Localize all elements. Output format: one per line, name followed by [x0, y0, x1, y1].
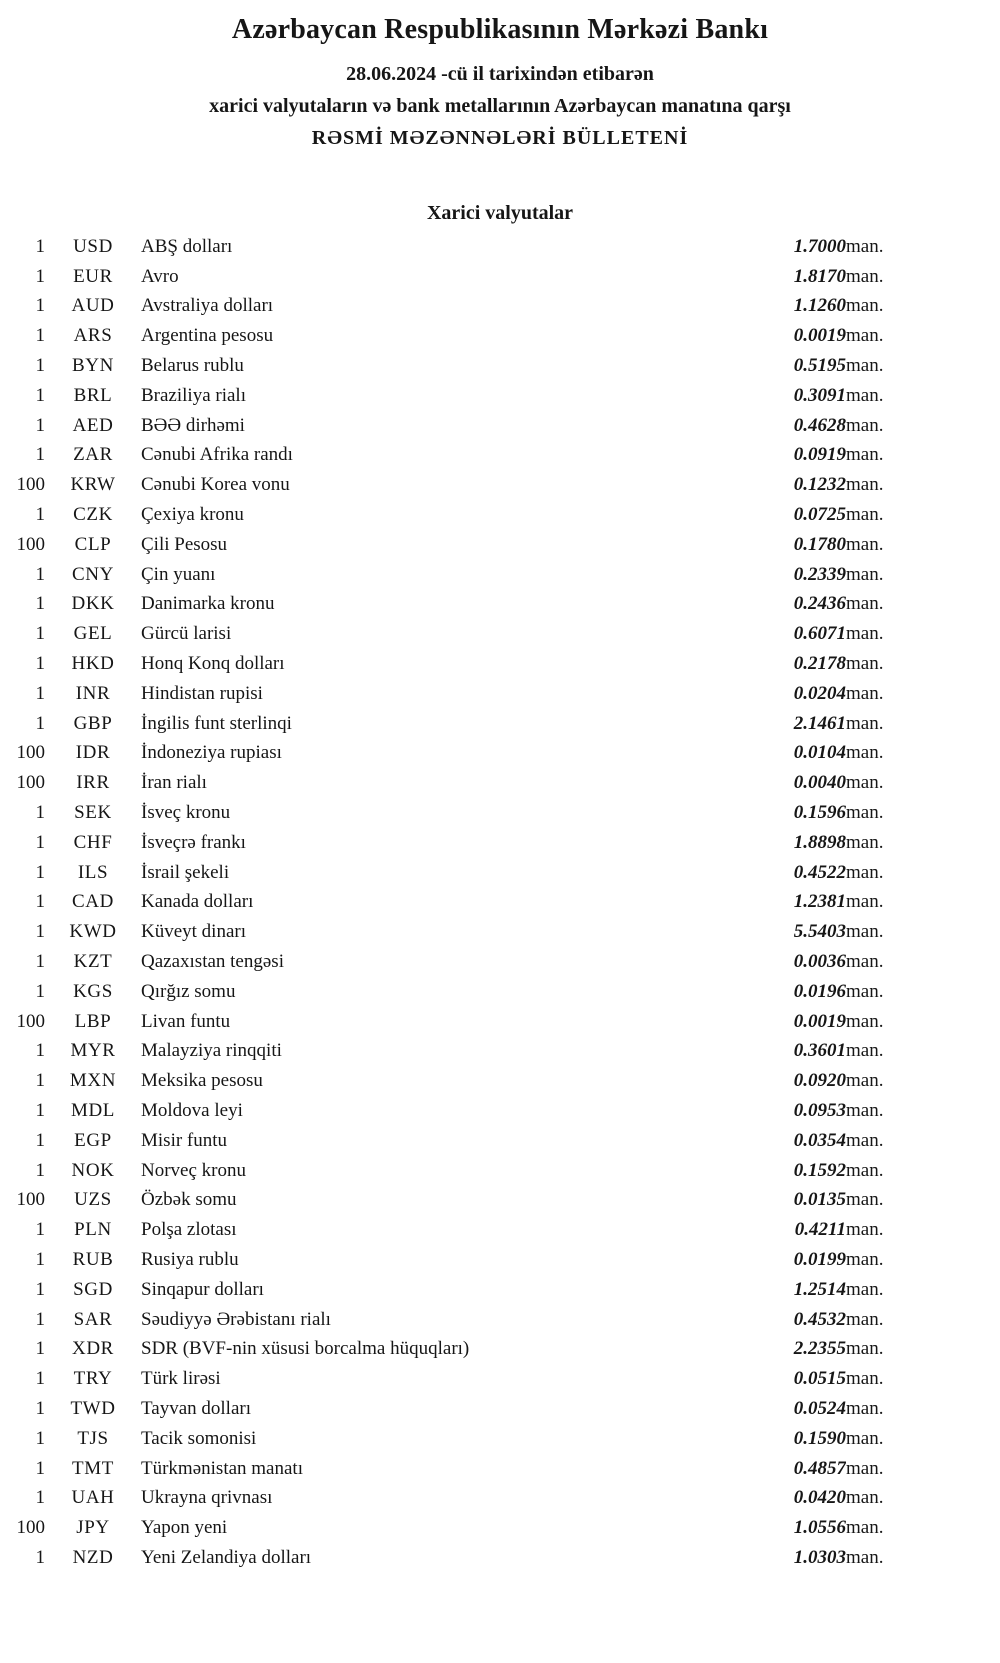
quantity: 100 [16, 1517, 45, 1539]
unit-label: man. [846, 1397, 884, 1419]
unit-label: man. [846, 474, 884, 496]
currency-name: Ukrayna qrivnası [141, 1487, 273, 1509]
currency-name: Argentina pesosu [141, 325, 274, 347]
rate-value: 0.4522 [793, 861, 846, 883]
quantity: 1 [35, 1159, 45, 1181]
unit-label: man. [846, 1219, 884, 1241]
rate-row [0, 768, 912, 798]
rate-value: 1.0556 [793, 1517, 846, 1539]
currency-name: ABŞ dolları [141, 235, 233, 257]
quantity: 100 [16, 1010, 45, 1032]
rate-value: 0.2436 [793, 593, 846, 615]
currency-name: Yapon yeni [141, 1517, 228, 1539]
rate-row [0, 1007, 912, 1037]
unit-label: man. [846, 1100, 884, 1121]
rate-row [0, 1066, 912, 1096]
rate-value: 0.3091 [793, 384, 846, 406]
currency-code: AED [72, 414, 114, 436]
unit-label: man. [846, 593, 884, 615]
currency-code: CAD [72, 891, 114, 913]
rate-row [0, 1364, 912, 1394]
currency-code: NOK [71, 1159, 115, 1181]
rate-value: 0.2339 [793, 563, 846, 585]
quantity: 1 [35, 325, 45, 347]
unit-label: man. [846, 682, 884, 704]
rate-value: 0.2178 [793, 653, 846, 675]
rate-row [0, 739, 912, 769]
rate-row [0, 321, 912, 351]
page-title: Azərbaycan Respublikasının Mərkəzi Bankı [231, 14, 769, 45]
rate-row [0, 947, 912, 977]
rate-value: 0.0019 [793, 1010, 846, 1032]
currency-code: CLP [74, 533, 112, 555]
rate-value: 2.1461 [793, 712, 846, 734]
currency-code: SGD [73, 1278, 113, 1300]
quantity: 1 [35, 444, 45, 466]
rate-value: 0.1780 [793, 533, 846, 555]
currency-name: İran rialı [141, 772, 207, 794]
unit-label: man. [846, 1546, 884, 1568]
unit-label: man. [846, 1159, 884, 1181]
quantity: 1 [35, 265, 45, 287]
quantity: 1 [35, 1457, 45, 1479]
rate-value: 0.6071 [793, 623, 846, 645]
currency-name: Qazaxıstan tengəsi [141, 951, 284, 973]
currency-code: ZAR [73, 444, 113, 466]
rate-row [0, 649, 912, 679]
rate-value: 0.0196 [793, 980, 846, 1002]
rate-value: 0.0515 [793, 1368, 846, 1390]
currency-name: İsrail şekeli [141, 861, 230, 883]
rate-value: 0.0953 [793, 1100, 846, 1121]
quantity: 1 [35, 355, 45, 377]
currency-name: İsveçrə frankı [141, 831, 246, 853]
currency-name: Qırğız somu [141, 980, 236, 1002]
rate-row [0, 1275, 912, 1305]
rate-row [0, 470, 912, 500]
unit-label: man. [846, 1457, 884, 1479]
rate-value: 1.1260 [793, 295, 846, 317]
quantity: 1 [35, 1368, 45, 1390]
quantity: 1 [35, 1338, 45, 1360]
currency-name: BƏƏ dirhəmi [141, 414, 245, 436]
currency-code: DKK [71, 593, 115, 615]
unit-label: man. [846, 712, 884, 734]
quantity: 1 [35, 1546, 45, 1568]
quantity: 1 [35, 1248, 45, 1270]
currency-code: EUR [73, 265, 113, 287]
unit-label: man. [846, 1278, 884, 1300]
unit-label: man. [846, 355, 884, 377]
currency-code: MXN [69, 1070, 117, 1092]
currency-name: Kanada dolları [141, 891, 254, 913]
rate-value: 0.0204 [793, 682, 846, 704]
unit-label: man. [846, 1338, 884, 1360]
currency-name: Sinqapur dolları [141, 1278, 264, 1300]
unit-label: man. [846, 831, 884, 853]
quantity: 1 [35, 712, 45, 734]
rate-row [0, 1096, 912, 1126]
unit-label: man. [846, 1248, 884, 1270]
unit-label: man. [846, 235, 884, 257]
quantity: 1 [35, 891, 45, 913]
quantity: 1 [35, 1487, 45, 1509]
section-title: Xarici valyutalar [426, 202, 574, 224]
currency-name: Türk lirəsi [141, 1368, 221, 1390]
rate-row [0, 709, 912, 739]
currency-code: SAR [73, 1308, 113, 1330]
currency-name: Cənubi Afrika randı [141, 444, 293, 466]
rate-value: 0.0354 [793, 1129, 846, 1151]
currency-name: Küveyt dinarı [141, 921, 247, 943]
rate-value: 0.0036 [793, 951, 846, 973]
rate-value: 0.0135 [793, 1189, 846, 1211]
unit-label: man. [846, 1308, 884, 1330]
currency-code: KZT [73, 951, 113, 973]
currency-name: İndoneziya rupiası [141, 742, 282, 764]
unit-label: man. [846, 563, 884, 585]
currency-code: TMT [72, 1457, 114, 1479]
unit-label: man. [846, 1040, 884, 1062]
currency-name: Tayvan dolları [141, 1397, 251, 1419]
rate-value: 2.2355 [793, 1338, 846, 1360]
quantity: 1 [35, 295, 45, 317]
currency-code: SEK [74, 802, 112, 824]
rate-row [0, 1483, 912, 1513]
unit-label: man. [846, 861, 884, 883]
quantity: 1 [35, 1427, 45, 1449]
rate-row [0, 560, 912, 590]
rate-value: 0.1596 [793, 802, 846, 824]
quantity: 1 [35, 235, 45, 257]
rate-row [0, 500, 912, 530]
quantity: 1 [35, 831, 45, 853]
unit-label: man. [846, 742, 884, 764]
currency-name: Avstraliya dolları [141, 295, 274, 317]
bulletin-title: RƏSMİ MƏZƏNNƏLƏRİ BÜLLETENİ [311, 127, 689, 149]
currency-name: Çexiya kronu [141, 504, 244, 526]
unit-label: man. [846, 802, 884, 824]
rate-value: 0.1590 [793, 1427, 846, 1449]
currency-name: Rusiya rublu [141, 1248, 239, 1270]
quantity: 1 [35, 1308, 45, 1330]
rate-value: 0.4532 [793, 1308, 846, 1330]
quantity: 1 [35, 1040, 45, 1062]
currency-code: TJS [77, 1427, 109, 1449]
rate-value: 1.8898 [793, 831, 846, 853]
quantity: 1 [35, 980, 45, 1002]
currency-code: ARS [73, 325, 113, 347]
currency-name: Türkmənistan manatı [141, 1457, 303, 1479]
unit-label: man. [846, 504, 884, 526]
rate-row [0, 1037, 912, 1067]
subtitle-line: xarici valyutaların və bank metallarının Azərbaycan manatına qarşı [209, 95, 791, 117]
currency-code: LBP [74, 1010, 112, 1032]
currency-code: MYR [70, 1040, 116, 1062]
currency-code: KRW [70, 474, 116, 496]
currency-code: IRR [76, 772, 110, 794]
currency-code: BYN [72, 355, 114, 377]
quantity: 1 [35, 384, 45, 406]
rate-row [0, 619, 912, 649]
quantity: 100 [16, 772, 45, 794]
unit-label: man. [846, 1368, 884, 1390]
quantity: 1 [35, 921, 45, 943]
unit-label: man. [846, 1189, 884, 1211]
rate-row [0, 977, 912, 1007]
rate-row [0, 411, 912, 441]
quantity: 1 [35, 682, 45, 704]
currency-name: Danimarka kronu [141, 593, 275, 615]
currency-name: Honq Konq dolları [141, 653, 285, 675]
rate-row [0, 1394, 912, 1424]
rate-value: 1.8170 [793, 265, 846, 287]
quantity: 1 [35, 414, 45, 436]
quantity: 1 [35, 563, 45, 585]
rate-row [0, 679, 912, 709]
rate-value: 0.0420 [793, 1487, 846, 1509]
rate-value: 0.0040 [793, 772, 846, 794]
currency-name: Livan funtu [141, 1010, 231, 1032]
rate-row [0, 351, 912, 381]
rate-row [0, 530, 912, 560]
currency-code: TWD [70, 1397, 116, 1419]
rate-value: 0.1592 [793, 1159, 846, 1181]
rate-row [0, 232, 912, 262]
currency-code: CNY [72, 563, 114, 585]
unit-label: man. [846, 653, 884, 675]
currency-code: GEL [73, 623, 113, 645]
rate-row [0, 1156, 912, 1186]
rate-value: 1.2514 [793, 1278, 846, 1300]
unit-label: man. [846, 623, 884, 645]
unit-label: man. [846, 265, 884, 287]
currency-name: Misir funtu [141, 1129, 228, 1151]
currency-name: Malayziya rinqqiti [141, 1040, 282, 1062]
currency-code: ILS [77, 861, 109, 883]
currency-code: USD [73, 235, 113, 257]
currency-name: Moldova leyi [141, 1100, 243, 1121]
unit-label: man. [846, 921, 884, 943]
quantity: 100 [16, 1189, 45, 1211]
rate-value: 1.0303 [793, 1546, 846, 1568]
currency-name: Çili Pesosu [141, 533, 228, 555]
quantity: 1 [35, 1070, 45, 1092]
rate-row [0, 888, 912, 918]
quantity: 1 [35, 1129, 45, 1151]
currency-code: AUD [71, 295, 115, 317]
rate-row [0, 590, 912, 620]
unit-label: man. [846, 444, 884, 466]
currency-code: CHF [73, 831, 113, 853]
unit-label: man. [846, 325, 884, 347]
rate-row [0, 441, 912, 471]
quantity: 1 [35, 504, 45, 526]
rate-row [0, 381, 912, 411]
rate-value: 1.7000 [793, 235, 846, 257]
quantity: 1 [35, 1219, 45, 1241]
quantity: 1 [35, 861, 45, 883]
rates-table-body [0, 232, 912, 1573]
unit-label: man. [846, 1517, 884, 1539]
currency-name: Hindistan rupisi [141, 682, 263, 704]
rate-row [0, 858, 912, 888]
quantity: 100 [16, 474, 45, 496]
quantity: 1 [35, 593, 45, 615]
currency-name: İngilis funt sterlinqi [141, 712, 292, 734]
unit-label: man. [846, 414, 884, 436]
rate-value: 0.0725 [793, 504, 846, 526]
quantity: 1 [35, 951, 45, 973]
rate-row [0, 1126, 912, 1156]
currency-name: Çin yuanı [141, 563, 216, 585]
currency-name: Səudiyyə Ərəbistanı rialı [141, 1308, 331, 1330]
currency-name: Gürcü larisi [141, 623, 232, 645]
rate-value: 5.5403 [793, 921, 846, 943]
currency-code: NZD [72, 1546, 114, 1568]
unit-label: man. [846, 1010, 884, 1032]
currency-name: İsveç kronu [141, 802, 231, 824]
quantity: 1 [35, 1100, 45, 1121]
rate-value: 0.3601 [793, 1040, 846, 1062]
date-line: 28.06.2024 -cü il tarixindən etibarən [346, 63, 654, 85]
rate-value: 1.2381 [793, 891, 846, 913]
rate-value: 0.0104 [793, 742, 846, 764]
currency-code: MDL [70, 1100, 116, 1121]
currency-name: Polşa zlotası [141, 1219, 237, 1241]
currency-code: RUB [72, 1248, 114, 1270]
rate-row [0, 917, 912, 947]
unit-label: man. [846, 1070, 884, 1092]
currency-code: EGP [74, 1129, 112, 1151]
unit-label: man. [846, 295, 884, 317]
rate-value: 0.5195 [793, 355, 846, 377]
currency-name: Braziliya rialı [141, 384, 246, 406]
unit-label: man. [846, 772, 884, 794]
currency-name: Özbək somu [141, 1189, 237, 1211]
rate-row [0, 828, 912, 858]
quantity: 1 [35, 1278, 45, 1300]
rate-row [0, 1245, 912, 1275]
quantity: 100 [16, 742, 45, 764]
rate-value: 0.0919 [793, 444, 846, 466]
currency-code: UZS [74, 1189, 112, 1211]
rate-row [0, 1454, 912, 1484]
currency-code: JPY [76, 1517, 110, 1539]
currency-name: Cənubi Korea vonu [141, 474, 290, 496]
quantity: 100 [16, 533, 45, 555]
quantity: 1 [35, 802, 45, 824]
currency-code: KWD [69, 921, 117, 943]
quantity: 1 [35, 623, 45, 645]
rate-value: 0.4857 [793, 1457, 846, 1479]
rate-row [0, 1543, 912, 1573]
rate-row [0, 1215, 912, 1245]
unit-label: man. [846, 384, 884, 406]
currency-code: UAH [71, 1487, 115, 1509]
currency-code: KGS [73, 980, 113, 1002]
currency-code: GBP [73, 712, 113, 734]
unit-label: man. [846, 951, 884, 973]
rate-row [0, 292, 912, 322]
unit-label: man. [846, 1129, 884, 1151]
rate-value: 0.0524 [793, 1397, 846, 1419]
unit-label: man. [846, 1487, 884, 1509]
rate-value: 0.0019 [793, 325, 846, 347]
rates-table [0, 232, 912, 1573]
rate-value: 0.4211 [794, 1219, 846, 1241]
rate-value: 0.1232 [793, 474, 846, 496]
currency-code: BRL [73, 384, 113, 406]
currency-code: IDR [75, 742, 111, 764]
rate-row [0, 798, 912, 828]
rate-row [0, 1186, 912, 1216]
currency-code: CZK [73, 504, 113, 526]
unit-label: man. [846, 891, 884, 913]
unit-label: man. [846, 533, 884, 555]
currency-name: Avro [141, 265, 179, 287]
rate-value: 0.0920 [793, 1070, 846, 1092]
currency-code: PLN [74, 1219, 112, 1241]
rate-row [0, 1424, 912, 1454]
rate-row [0, 262, 912, 292]
currency-code: TRY [73, 1368, 113, 1390]
quantity: 1 [35, 1397, 45, 1419]
currency-name: Belarus rublu [141, 355, 244, 377]
currency-name: Tacik somonisi [141, 1427, 257, 1449]
unit-label: man. [846, 980, 884, 1002]
quantity: 1 [35, 653, 45, 675]
currency-name: Yeni Zelandiya dolları [141, 1546, 312, 1568]
currency-name: Norveç kronu [141, 1159, 246, 1181]
rate-row [0, 1513, 912, 1543]
rate-row [0, 1334, 912, 1364]
currency-name: SDR (BVF-nin xüsusi borcalma hüquqları) [141, 1338, 470, 1360]
currency-code: HKD [71, 653, 115, 675]
rate-value: 0.4628 [793, 414, 846, 436]
currency-code: INR [75, 682, 111, 704]
rate-row [0, 1305, 912, 1335]
unit-label: man. [846, 1427, 884, 1449]
currency-name: Meksika pesosu [141, 1070, 263, 1092]
currency-code: XDR [72, 1338, 114, 1360]
rate-value: 0.0199 [793, 1248, 846, 1270]
